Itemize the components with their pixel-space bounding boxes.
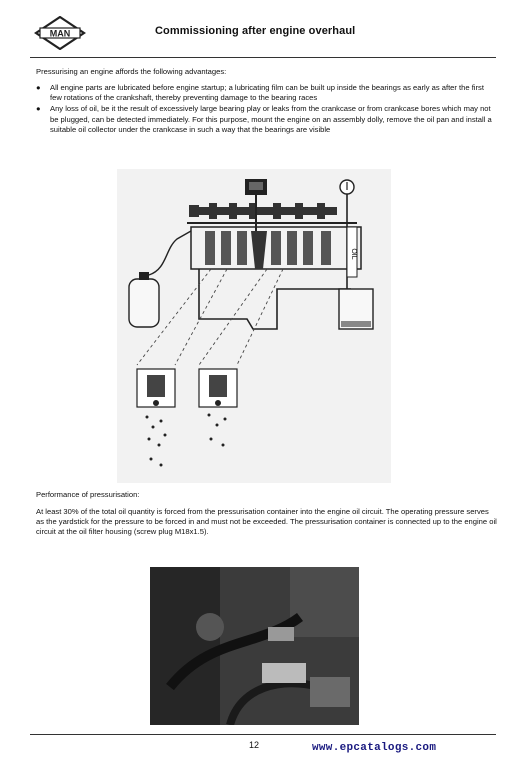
performance-paragraph: At least 30% of the total oil quantity is forced from the pressurisation container into the engine oil circuit. The operating pressure serves as the yardstick for the pressure to be forced in and must not be exceeded. The pressurisation container is connected up to the engine oil circuit at the oil filter housing (screw plug M18x1.5). bbox=[36, 507, 497, 537]
bullet-text: Any loss of oil, be it the result of excessively large bearing play or leaks from the crankcase or from crankcase bores which may not be plugged, can be detected immediately. For this purpose, mount the engine on an assembly dolly, remove the oil pan and install a suitable oil collector under the crankcase in such a way that the bearings are visible bbox=[50, 104, 492, 134]
logo-text: MAN bbox=[49, 28, 71, 39]
advantages-list bbox=[36, 83, 496, 136]
bullet-icon: ● bbox=[36, 83, 41, 92]
page-number: 12 bbox=[249, 740, 260, 750]
watermark: www.epcatalogs.com bbox=[312, 742, 437, 754]
bearing-detail-right bbox=[199, 369, 237, 407]
bullet-icon: ● bbox=[36, 104, 41, 114]
list-item bbox=[36, 104, 496, 135]
performance-heading: Performance of pressurisation: bbox=[36, 490, 140, 499]
intro-text: Pressurising an engine affords the following advantages: bbox=[36, 67, 227, 76]
collector-label: OIL bbox=[350, 248, 357, 260]
page-title: Commissioning after engine overhaul bbox=[155, 25, 356, 37]
bearing-detail-left bbox=[137, 369, 175, 407]
list-item bbox=[36, 83, 496, 103]
engine-photo bbox=[150, 567, 359, 725]
engine-pressurisation-diagram bbox=[117, 169, 391, 483]
bullet-text: All engine parts are lubricated before engine startup; a lubricating film can be built up inside the bearings as early as after the first few rotations of the crankshaft, thereby preventing damage to the bearing races bbox=[50, 83, 484, 103]
footer-rule bbox=[30, 734, 496, 735]
header-rule bbox=[30, 57, 496, 58]
man-logo-icon bbox=[34, 16, 86, 50]
